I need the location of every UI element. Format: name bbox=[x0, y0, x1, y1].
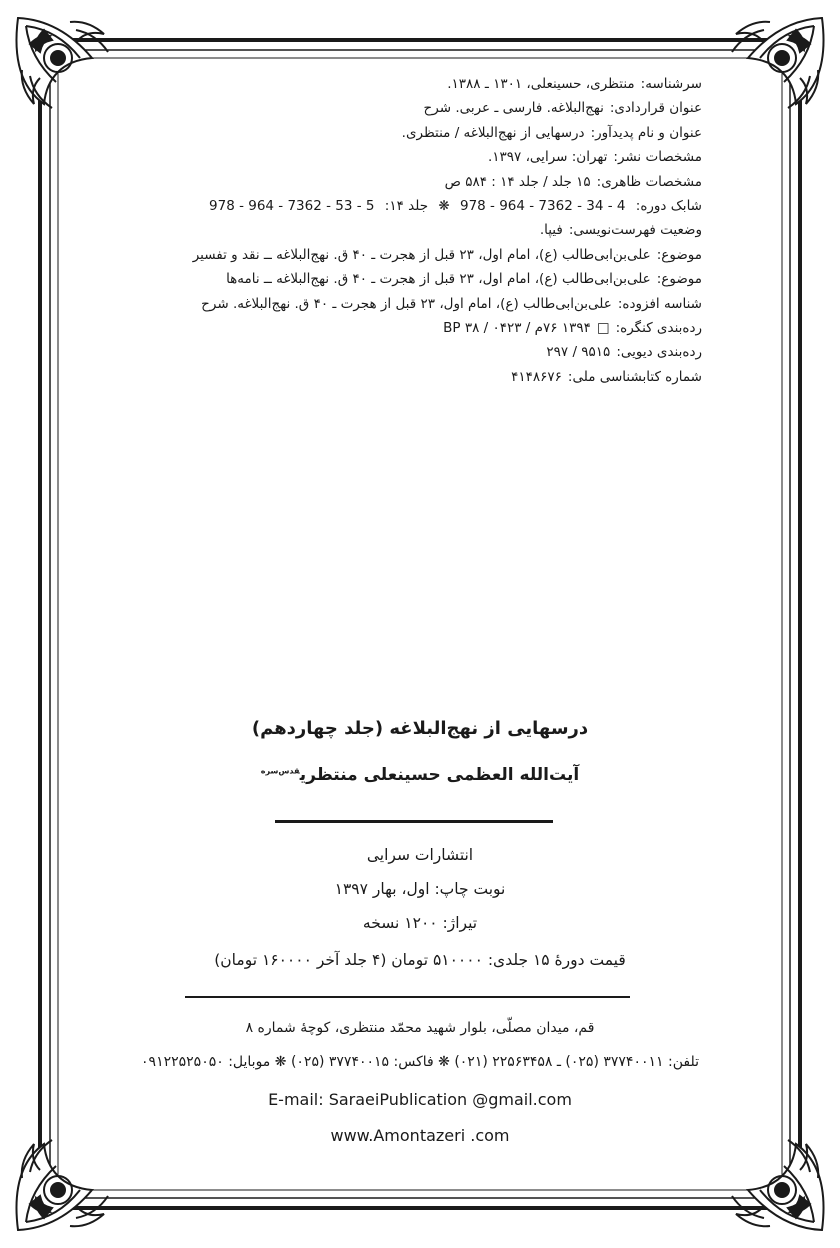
isbn-label: شابک دوره: bbox=[635, 197, 702, 214]
divider bbox=[185, 996, 630, 998]
cip-label: عنوان و نام پدیدآور: bbox=[590, 124, 702, 141]
isbn-row bbox=[130, 194, 702, 218]
cip-label: رده‌بندی دیویی: bbox=[616, 344, 702, 361]
author-line bbox=[0, 765, 840, 785]
cip-row bbox=[130, 96, 702, 120]
cip-row bbox=[130, 145, 702, 169]
cataloging-block bbox=[130, 72, 702, 389]
price: قیمت دورهٔ ۱۵ جلدی: ۵۱۰۰۰۰ تومان (۴ جلد آخر ۱۶۰۰۰۰ تومان) bbox=[214, 951, 626, 969]
cip-label: مشخصات نشر: bbox=[613, 149, 702, 166]
cip-label: عنوان قراردادی: bbox=[609, 100, 702, 117]
address: قم، میدان مصلّی، بلوار شهید محمّد منتظری، کوچهٔ شماره ۸ bbox=[245, 1020, 595, 1036]
cip-value: نهج‌البلاغه. فارسی ـ عربی. شرح bbox=[423, 100, 604, 117]
cip-row bbox=[130, 243, 702, 267]
cip-label: رده‌بندی کنگره: bbox=[615, 319, 702, 336]
cip-value: ۹۵۱۵ / ۲۹۷ bbox=[546, 344, 611, 361]
author-honorific: قدس‌سره bbox=[260, 766, 300, 776]
cip-value: علی‌بن‌ابی‌طالب (ع)، امام اول، ۲۳ قبل از هجرت ـ ۴۰ ق. نهج‌البلاغه ــ نامه‌ها bbox=[226, 271, 651, 288]
cip-row bbox=[130, 72, 702, 96]
cip-label: مشخصات ظاهری: bbox=[596, 173, 702, 190]
cip-row bbox=[130, 267, 702, 291]
cip-value: منتظری، حسینعلی، ۱۳۰۱ ـ ۱۳۸۸. bbox=[447, 76, 635, 92]
cip-row bbox=[130, 121, 702, 145]
publisher: انتشارات سرایی bbox=[366, 846, 474, 864]
cip-label: سرشناسه: bbox=[640, 76, 702, 92]
volume-label: جلد ۱۴: bbox=[384, 197, 429, 214]
cip-label: شناسه افزوده: bbox=[617, 295, 702, 312]
website-link[interactable]: www.Amontazeri .com bbox=[330, 1126, 510, 1145]
edition: نوبت چاپ: اول، بهار ۱۳۹۷ bbox=[334, 880, 506, 898]
cip-value: ۴۱۴۸۶۷۶ bbox=[511, 368, 562, 385]
print-run: تیراژ: ۱۲۰۰ نسخه bbox=[362, 914, 478, 932]
divider bbox=[275, 820, 553, 823]
cip-value: فیپا. bbox=[539, 222, 563, 239]
cip-value: تهران: سرایی، ۱۳۹۷. bbox=[487, 149, 608, 166]
cip-row bbox=[130, 340, 702, 364]
cip-value: ۱۳۹۴ ۷۶م / ۰۴۲۳ / ۳۸ BP bbox=[443, 319, 591, 336]
cip-row bbox=[130, 218, 702, 242]
email-link[interactable]: E-mail: SaraeiPublication @gmail.com bbox=[268, 1090, 572, 1109]
cip-label: موضوع: bbox=[656, 246, 702, 263]
cip-label: شماره کتابشناسی ملی: bbox=[567, 368, 702, 385]
cip-label: موضوع: bbox=[656, 271, 702, 288]
cip-value: علی‌بن‌ابی‌طالب (ع)، امام اول، ۲۳ قبل از هجرت ـ ۴۰ ق. نهج‌البلاغه. شرح bbox=[201, 295, 612, 312]
corner-ornament bbox=[16, 18, 108, 108]
cip-row bbox=[130, 365, 702, 389]
cip-value: علی‌بن‌ابی‌طالب (ع)، امام اول، ۲۳ قبل از هجرت ـ ۴۰ ق. نهج‌البلاغه ــ نقد و تفسیر bbox=[192, 246, 651, 263]
checkbox-icon: □ bbox=[596, 319, 610, 336]
author-name: آیت‌الله العظمی حسینعلی منتظری bbox=[299, 765, 580, 785]
cip-label: وضعیت فهرست‌نویسی: bbox=[568, 222, 702, 239]
book-title: درسهایی از نهج‌البلاغه (جلد چهاردهم) bbox=[251, 718, 589, 739]
cip-value: ۱۵ جلد / جلد ۱۴ : ۵۸۴ ص bbox=[444, 173, 591, 190]
set-isbn: 978 - 964 - 7362 - 34 - 4 bbox=[459, 197, 626, 214]
separator-icon: ❋ bbox=[438, 197, 450, 214]
cip-row bbox=[130, 170, 702, 194]
cip-row bbox=[130, 292, 702, 316]
cip-value: درسهایی از نهج‌البلاغه / منتظری. bbox=[401, 124, 585, 141]
cip-row bbox=[130, 316, 702, 340]
phone-numbers: تلفن: ۳۷۷۴۰۰۱۱ (۰۲۵) ـ ۲۲۵۶۳۴۵۸ (۰۲۱) ❋ فاکس: ۳۷۷۴۰۰۱۵ (۰۲۵) ❋ موبایل: ۰۹۱۲۲۵۲۵۰۵۰ bbox=[141, 1054, 699, 1070]
volume-isbn: 978 - 964 - 7362 - 53 - 5 bbox=[209, 197, 375, 214]
